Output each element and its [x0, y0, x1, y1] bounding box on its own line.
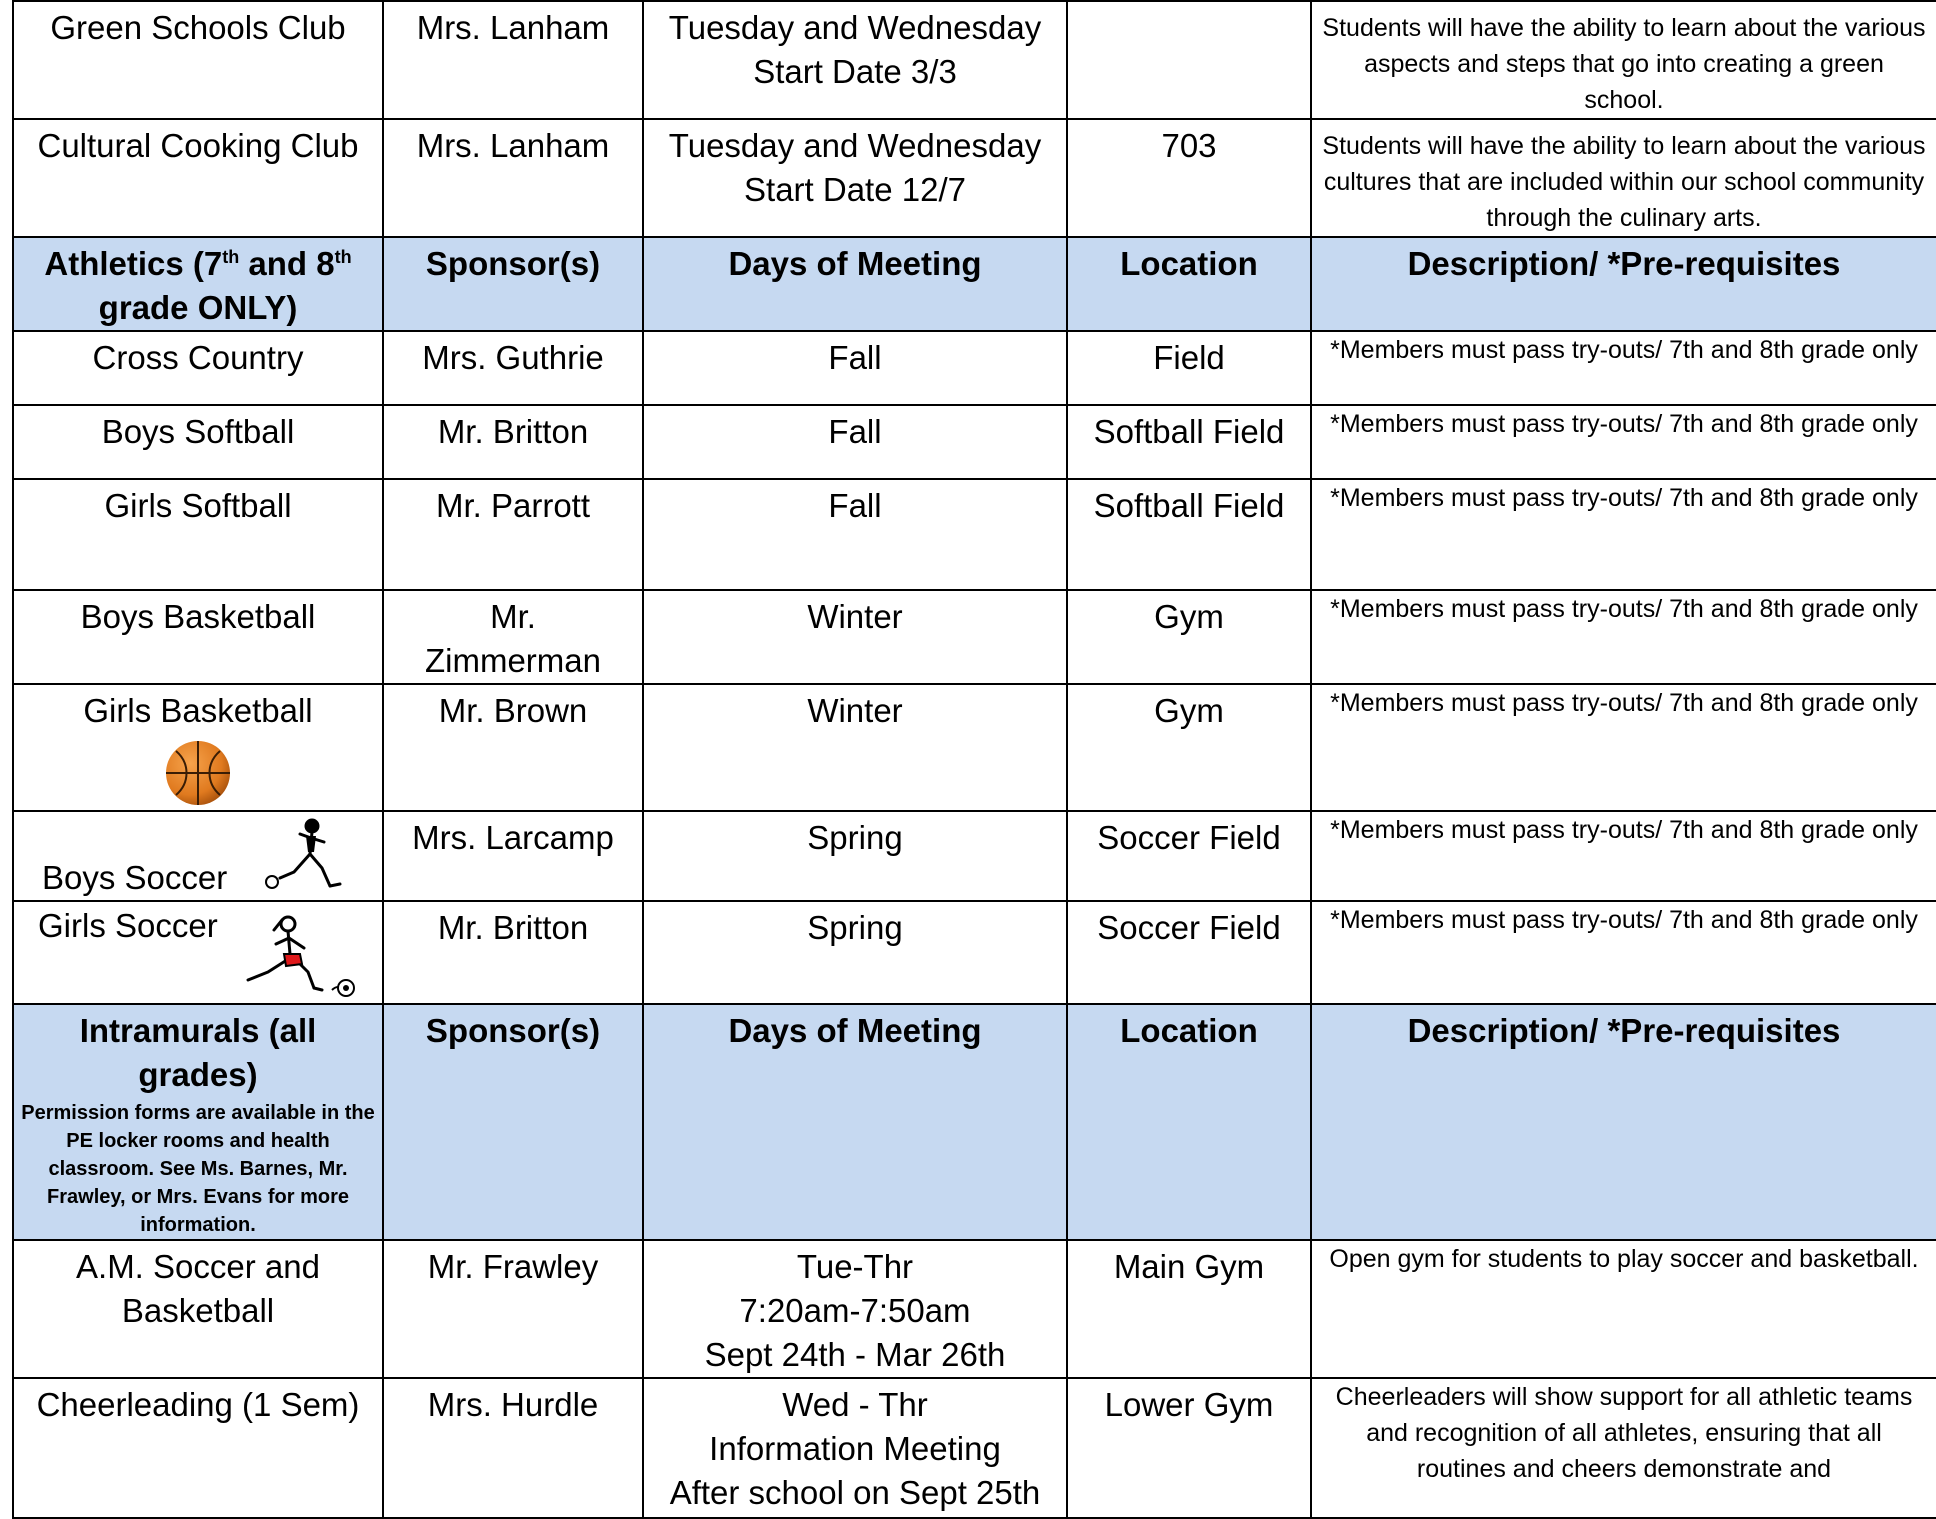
activity-name: Cheerleading (1 Sem) — [13, 1378, 383, 1518]
description: *Members must pass try-outs/ 7th and 8th grade only — [1311, 684, 1936, 811]
description-header: Description/ *Pre-requisites — [1311, 237, 1936, 331]
activity-name: Boys Soccer — [42, 859, 228, 896]
description: Students will have the ability to learn about the various aspects and steps that go into creating a green school. — [1311, 1, 1936, 119]
sponsor: Mr. Brown — [383, 684, 643, 811]
sponsor: Mrs. Lanham — [383, 1, 643, 119]
meeting-days: Winter — [643, 590, 1067, 684]
permission-note: Permission forms are available in the PE locker rooms and health classroom. See Ms. Barnes, Mr. Frawley, or Mrs. Evans for more information. — [21, 1102, 375, 1236]
activity-name-cell — [13, 901, 383, 1004]
description: *Members must pass try-outs/ 7th and 8th grade only — [1311, 901, 1936, 1004]
table-row — [13, 119, 1936, 237]
intramurals-title-cell — [13, 1004, 383, 1240]
table-row — [13, 479, 1936, 590]
girls-soccer-player-icon — [238, 914, 358, 1000]
location: Soccer Field — [1067, 901, 1311, 1004]
days-header: Days of Meeting — [643, 237, 1067, 331]
description: *Members must pass try-outs/ 7th and 8th grade only — [1311, 590, 1936, 684]
sponsor: Mr. Parrott — [383, 479, 643, 590]
table-row — [13, 1, 1936, 119]
days-header: Days of Meeting — [643, 1004, 1067, 1240]
meeting-days: Spring — [643, 901, 1067, 1004]
table-row — [13, 405, 1936, 479]
meeting-days: Tue-Thr 7:20am-7:50am Sept 24th - Mar 26th — [643, 1240, 1067, 1378]
sponsor-header: Sponsor(s) — [383, 1004, 643, 1240]
meeting-days: Tuesday and Wednesday Start Date 3/3 — [643, 1, 1067, 119]
meeting-days: Fall — [643, 479, 1067, 590]
sponsor: Mr. Britton — [383, 901, 643, 1004]
table-row — [13, 901, 1936, 1004]
location: Gym — [1067, 590, 1311, 684]
location-header: Location — [1067, 1004, 1311, 1240]
athletics-section-title: Athletics (7th and 8th grade ONLY) — [13, 237, 383, 331]
location: Softball Field — [1067, 405, 1311, 479]
table-row — [13, 1240, 1936, 1378]
table-row — [13, 590, 1936, 684]
location: 703 — [1067, 119, 1311, 237]
table-row — [13, 684, 1936, 811]
description: Cheerleaders will show support for all athletic teams and recognition of all athletes, ensuring that all routines and cheers demonstrate and — [1311, 1378, 1936, 1518]
sponsor: Mrs. Guthrie — [383, 331, 643, 405]
sponsor: Mrs. Larcamp — [383, 811, 643, 901]
description: Students will have the ability to learn about the various cultures that are included within our school community through the culinary arts. — [1311, 119, 1936, 237]
sponsor: Mr. Zimmerman — [383, 590, 643, 684]
athletics-header-row — [13, 237, 1936, 331]
location — [1067, 1, 1311, 119]
location: Field — [1067, 331, 1311, 405]
table-row — [13, 331, 1936, 405]
intramurals-header-row — [13, 1004, 1936, 1240]
intramurals-section-title: Intramurals (all grades) — [79, 1012, 317, 1093]
activity-name-cell — [13, 684, 383, 811]
meeting-days: Winter — [643, 684, 1067, 811]
meeting-days: Tuesday and Wednesday Start Date 12/7 — [643, 119, 1067, 237]
activity-name: Cross Country — [13, 331, 383, 405]
meeting-days: Spring — [643, 811, 1067, 901]
location-header: Location — [1067, 237, 1311, 331]
description: Open gym for students to play soccer and basketball. — [1311, 1240, 1936, 1378]
meeting-days: Fall — [643, 331, 1067, 405]
sponsor: Mr. Britton — [383, 405, 643, 479]
activity-name: Boys Softball — [13, 405, 383, 479]
sponsor-header: Sponsor(s) — [383, 237, 643, 331]
sponsor: Mrs. Lanham — [383, 119, 643, 237]
basketball-icon — [164, 739, 232, 807]
location: Main Gym — [1067, 1240, 1311, 1378]
activity-name: Girls Soccer — [38, 907, 218, 944]
description: *Members must pass try-outs/ 7th and 8th grade only — [1311, 479, 1936, 590]
boys-soccer-player-icon — [264, 816, 350, 896]
activity-name: Girls Softball — [13, 479, 383, 590]
description: *Members must pass try-outs/ 7th and 8th grade only — [1311, 331, 1936, 405]
activity-name: Cultural Cooking Club — [13, 119, 383, 237]
sponsor: Mrs. Hurdle — [383, 1378, 643, 1518]
location: Softball Field — [1067, 479, 1311, 590]
activities-table — [12, 0, 1936, 1519]
meeting-days: Fall — [643, 405, 1067, 479]
meeting-days: Wed - Thr Information Meeting After school on Sept 25th — [643, 1378, 1067, 1518]
location: Lower Gym — [1067, 1378, 1311, 1518]
activity-name: Boys Basketball — [13, 590, 383, 684]
activity-name-cell — [13, 811, 383, 901]
description: *Members must pass try-outs/ 7th and 8th grade only — [1311, 405, 1936, 479]
activity-name: A.M. Soccer and Basketball — [13, 1240, 383, 1378]
location: Soccer Field — [1067, 811, 1311, 901]
description: *Members must pass try-outs/ 7th and 8th grade only — [1311, 811, 1936, 901]
description-header: Description/ *Pre-requisites — [1311, 1004, 1936, 1240]
activity-name: Green Schools Club — [13, 1, 383, 119]
table-row — [13, 811, 1936, 901]
activity-name: Girls Basketball — [83, 692, 313, 729]
table-row — [13, 1378, 1936, 1518]
location: Gym — [1067, 684, 1311, 811]
sponsor: Mr. Frawley — [383, 1240, 643, 1378]
